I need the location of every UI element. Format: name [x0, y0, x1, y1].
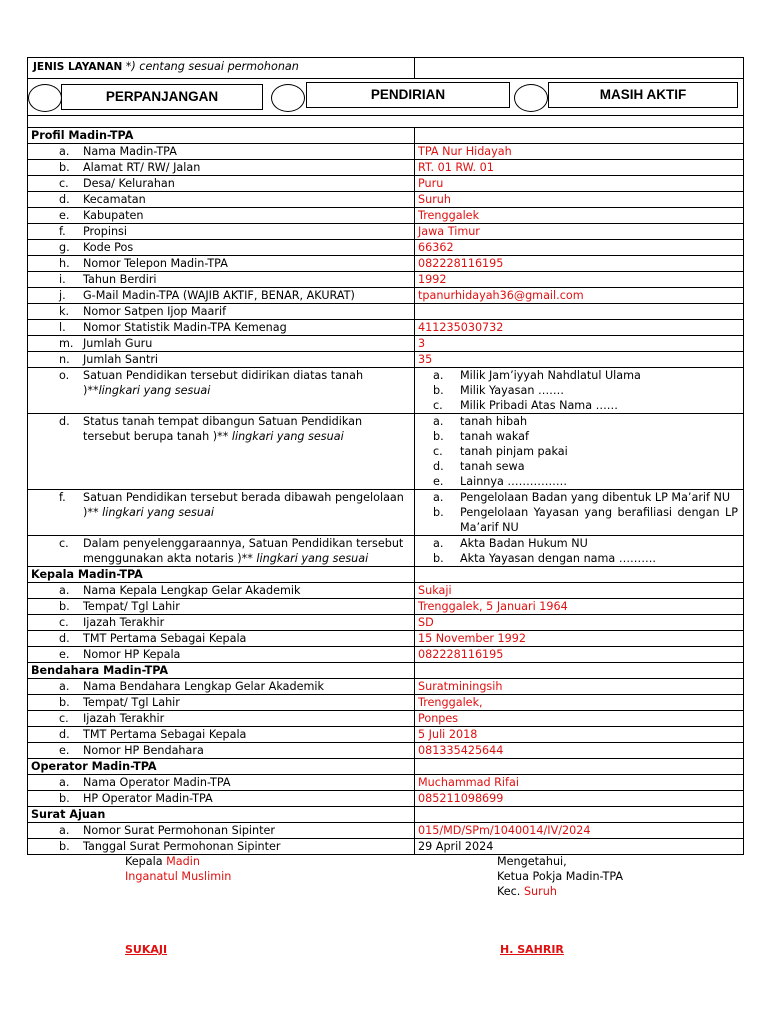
field-label: Nama Kepala Lengkap Gelar Akademik: [83, 584, 301, 597]
table-row: [28, 727, 744, 743]
field-value[interactable]: Ponpes: [415, 711, 744, 727]
row-letter: a.: [59, 776, 70, 789]
table-row: [28, 192, 744, 208]
field-value[interactable]: 085211098699: [415, 791, 744, 807]
row-letter: d.: [59, 415, 70, 428]
field-value[interactable]: 3: [415, 336, 744, 352]
form-page: [27, 57, 743, 855]
surat-section-title: Surat Ajuan: [28, 807, 415, 823]
row-letter: k.: [59, 305, 70, 318]
kepala-section-title: Kepala Madin-TPA: [28, 567, 415, 583]
field-label: Tahun Berdiri: [83, 273, 157, 286]
multi-choice-row: [28, 368, 744, 414]
field-label: Nama Operator Madin-TPA: [83, 776, 231, 789]
option-letter: c.: [433, 445, 443, 458]
row-letter: c.: [59, 177, 69, 190]
left-sign-prefix: Kepala: [125, 855, 167, 868]
question-text: Status tanah tempat dibangun Satuan Pendidikan tersebut berupa tanah )**: [83, 415, 363, 443]
option-letter: a.: [433, 369, 444, 382]
field-value[interactable]: tpanurhidayah36@gmail.com: [415, 288, 744, 304]
multi-choice-row: [28, 490, 744, 536]
field-value[interactable]: TPA Nur Hidayah: [415, 144, 744, 160]
table-row: [28, 583, 744, 599]
row-letter: b.: [59, 792, 70, 805]
service-type-header-row: [28, 58, 744, 79]
option-letter: c.: [433, 399, 443, 412]
choice-option[interactable]: [418, 398, 740, 413]
option-text: Akta Badan Hukum NU: [460, 537, 588, 550]
field-value[interactable]: 5 Juli 2018: [415, 727, 744, 743]
option-pendirian[interactable]: PENDIRIAN: [306, 82, 510, 108]
row-letter: b.: [59, 840, 70, 853]
option-letter: b.: [433, 384, 444, 397]
choice-option[interactable]: [418, 490, 740, 505]
operator-section-title: Operator Madin-TPA: [28, 759, 415, 775]
field-label: Nama Madin-TPA: [83, 145, 177, 158]
row-letter: a.: [59, 680, 70, 693]
field-value[interactable]: 66362: [415, 240, 744, 256]
field-label: Nomor HP Bendahara: [83, 744, 204, 757]
option-text: Milik Pribadi Atas Nama ……: [460, 399, 618, 412]
table-row: [28, 256, 744, 272]
choice-option[interactable]: [418, 459, 740, 474]
option-text: tanah hibah: [460, 415, 528, 428]
table-row: [28, 599, 744, 615]
right-sign-line3-prefix: Kec.: [497, 885, 524, 898]
field-value[interactable]: Jawa Timur: [415, 224, 744, 240]
row-letter: d.: [59, 193, 70, 206]
option-letter: a.: [433, 537, 444, 550]
field-value[interactable]: RT. 01 RW. 01: [415, 160, 744, 176]
choice-option[interactable]: [418, 429, 740, 444]
field-label: Tempat/ Tgl Lahir: [83, 696, 180, 709]
left-signature-block: [125, 854, 231, 884]
checkbox-oval-pendirian[interactable]: [271, 84, 305, 112]
left-sign-institution: Inganatul Muslimin: [125, 870, 232, 883]
right-sign-line2: Ketua Pokja Madin-TPA: [497, 870, 624, 883]
table-row: [28, 208, 744, 224]
row-letter: f.: [59, 225, 66, 238]
option-letter: b.: [433, 552, 444, 565]
table-row: [28, 743, 744, 759]
field-value[interactable]: 35: [415, 352, 744, 368]
option-letter: d.: [433, 460, 444, 473]
option-text: Pengelolaan Yayasan yang berafiliasi dengan LP Ma’arif NU: [460, 506, 738, 534]
field-value[interactable]: 15 November 1992: [415, 631, 744, 647]
option-text: Milik Jam’iyyah Nahdlatul Ulama: [460, 369, 641, 382]
jenis-layanan-note: *) centang sesuai permohonan: [122, 60, 299, 73]
choice-option[interactable]: [418, 536, 740, 551]
field-label: Kabupaten: [83, 209, 144, 222]
choice-option[interactable]: [418, 383, 740, 398]
field-label: Tanggal Surat Permohonan Sipinter: [83, 840, 281, 853]
right-signer-name: H. SAHRIR: [500, 943, 564, 956]
row-letter: f.: [59, 491, 66, 504]
field-value[interactable]: Trenggalek: [415, 208, 744, 224]
row-letter: a.: [59, 145, 70, 158]
field-label: TMT Pertama Sebagai Kepala: [83, 632, 247, 645]
table-row: [28, 631, 744, 647]
bendahara-section-title: Bendahara Madin-TPA: [28, 663, 415, 679]
row-letter: i.: [59, 273, 66, 286]
profil-section-header-row: [28, 128, 744, 144]
table-row: [28, 647, 744, 663]
row-letter: j.: [59, 289, 66, 302]
field-label: Nomor HP Kepala: [83, 648, 181, 661]
choice-option[interactable]: [418, 444, 740, 459]
field-value[interactable]: 082228116195: [415, 647, 744, 663]
question-text: Satuan Pendidikan tersebut berada dibawah pengelolaan )**: [83, 491, 404, 519]
field-label: HP Operator Madin-TPA: [83, 792, 213, 805]
table-row: [28, 320, 744, 336]
choice-option[interactable]: [418, 474, 740, 489]
option-letter: b.: [433, 506, 444, 519]
row-letter: c.: [59, 712, 69, 725]
row-letter: a.: [59, 584, 70, 597]
table-row: [28, 695, 744, 711]
option-text: tanah pinjam pakai: [460, 445, 568, 458]
multi-choice-row: [28, 536, 744, 567]
question-note: lingkari yang sesuai: [98, 384, 211, 397]
surat-section-header-row: [28, 807, 744, 823]
field-label: Nomor Statistik Madin-TPA Kemenag: [83, 321, 287, 334]
field-label: Nomor Surat Permohonan Sipinter: [83, 824, 275, 837]
table-row: [28, 288, 744, 304]
field-label: G-Mail Madin-TPA (WAJIB AKTIF, BENAR, AKURAT): [83, 289, 355, 302]
field-value[interactable]: Sukaji: [415, 583, 744, 599]
field-label: Desa/ Kelurahan: [83, 177, 175, 190]
bendahara-section-header-row: [28, 663, 744, 679]
table-row: [28, 144, 744, 160]
field-label: Alamat RT/ RW/ Jalan: [83, 161, 201, 174]
field-label: TMT Pertama Sebagai Kepala: [83, 728, 247, 741]
option-text: tanah wakaf: [460, 430, 529, 443]
row-letter: d.: [59, 632, 70, 645]
right-signature-block: [497, 854, 623, 899]
table-row: [28, 679, 744, 695]
option-letter: e.: [433, 475, 444, 488]
row-letter: d.: [59, 728, 70, 741]
row-letter: h.: [59, 257, 70, 270]
table-row: [28, 304, 744, 320]
row-letter: b.: [59, 161, 70, 174]
field-value[interactable]: 082228116195: [415, 256, 744, 272]
field-value[interactable]: [415, 304, 744, 320]
option-text: Lainnya …………….: [460, 475, 567, 488]
field-value[interactable]: 29 April 2024: [415, 839, 744, 855]
table-row: [28, 823, 744, 839]
right-sign-line3-kec: Suruh: [523, 885, 557, 898]
field-value[interactable]: Suruh: [415, 192, 744, 208]
operator-section-header-row: [28, 759, 744, 775]
table-row: [28, 775, 744, 791]
registration-form-table: [27, 57, 744, 855]
checkbox-oval-masih-aktif[interactable]: [514, 84, 548, 112]
option-letter: b.: [433, 430, 444, 443]
option-letter: a.: [433, 415, 444, 428]
choice-option[interactable]: [418, 505, 740, 535]
table-row: [28, 272, 744, 288]
spacer-row: [28, 116, 744, 128]
field-value[interactable]: SD: [415, 615, 744, 631]
field-value[interactable]: 1992: [415, 272, 744, 288]
option-text: Akta Yayasan dengan nama ……….: [460, 552, 656, 565]
field-value[interactable]: Trenggalek, 5 Januari 1964: [415, 599, 744, 615]
choice-option[interactable]: [418, 414, 740, 429]
field-value[interactable]: 015/MD/SPm/1040014/IV/2024: [415, 823, 744, 839]
question-note: lingkari yang sesuai: [102, 506, 214, 519]
table-row: [28, 615, 744, 631]
profil-section-title: Profil Madin-TPA: [28, 128, 415, 144]
table-row: [28, 224, 744, 240]
table-row: [28, 711, 744, 727]
row-letter: c.: [59, 616, 69, 629]
row-letter: e.: [59, 209, 70, 222]
row-letter: l.: [59, 321, 66, 334]
row-letter: a.: [59, 824, 70, 837]
field-value[interactable]: 081335425644: [415, 743, 744, 759]
option-masih-aktif[interactable]: MASIH AKTIF: [548, 82, 738, 108]
choice-option[interactable]: [418, 368, 740, 383]
field-label: Tempat/ Tgl Lahir: [83, 600, 180, 613]
field-value[interactable]: 411235030732: [415, 320, 744, 336]
option-text: Milik Yayasan …….: [460, 384, 564, 397]
field-label: Jumlah Guru: [83, 337, 153, 350]
row-letter: g.: [59, 241, 70, 254]
row-letter: e.: [59, 648, 70, 661]
option-text: Pengelolaan Badan yang dibentuk LP Ma’arif NU: [460, 491, 731, 504]
field-value[interactable]: Trenggalek,: [415, 695, 744, 711]
question-note: lingkari yang sesuai: [231, 430, 344, 443]
right-sign-line1: Mengetahui,: [497, 855, 567, 868]
field-label: Ijazah Terakhir: [83, 616, 165, 629]
table-row: [28, 176, 744, 192]
question-text: Satuan Pendidikan tersebut didirikan diatas tanah )**: [83, 369, 364, 397]
service-options-row: [28, 79, 744, 116]
checkbox-oval-perpanjangan[interactable]: [28, 84, 62, 112]
table-row: [28, 336, 744, 352]
field-value[interactable]: Muchammad Rifai: [415, 775, 744, 791]
row-letter: o.: [59, 369, 70, 382]
option-letter: a.: [433, 491, 444, 504]
row-letter: b.: [59, 696, 70, 709]
left-signer-name: SUKAJI: [125, 943, 168, 956]
field-value[interactable]: Suratminingsih: [415, 679, 744, 695]
row-letter: b.: [59, 600, 70, 613]
row-letter: c.: [59, 537, 69, 550]
option-perpanjangan[interactable]: PERPANJANGAN: [61, 84, 263, 110]
choice-option[interactable]: [418, 551, 740, 566]
question-note: lingkari yang sesuai: [256, 552, 369, 565]
row-letter: n.: [59, 353, 70, 366]
jenis-layanan-label: JENIS LAYANAN: [33, 61, 123, 73]
option-text: tanah sewa: [460, 460, 525, 473]
field-label: Nomor Satpen Ijop Maarif: [83, 305, 227, 318]
field-label: Jumlah Santri: [83, 353, 159, 366]
field-label: Kecamatan: [83, 193, 146, 206]
row-letter: e.: [59, 744, 70, 757]
left-sign-title: Madin: [166, 855, 200, 868]
row-letter: m.: [59, 337, 74, 350]
field-label: Nama Bendahara Lengkap Gelar Akademik: [83, 680, 324, 693]
table-row: [28, 352, 744, 368]
field-value[interactable]: Puru: [415, 176, 744, 192]
multi-choice-row: [28, 414, 744, 490]
field-label: Nomor Telepon Madin-TPA: [83, 257, 228, 270]
kepala-section-header-row: [28, 567, 744, 583]
question-text: Dalam penyelenggaraannya, Satuan Pendidikan tersebut menggunakan akta notaris )**: [83, 537, 404, 565]
field-label: Kode Pos: [83, 241, 134, 254]
table-row: [28, 240, 744, 256]
table-row: [28, 791, 744, 807]
field-label: Ijazah Terakhir: [83, 712, 165, 725]
table-row: [28, 839, 744, 855]
field-label: Propinsi: [83, 225, 127, 238]
table-row: [28, 160, 744, 176]
